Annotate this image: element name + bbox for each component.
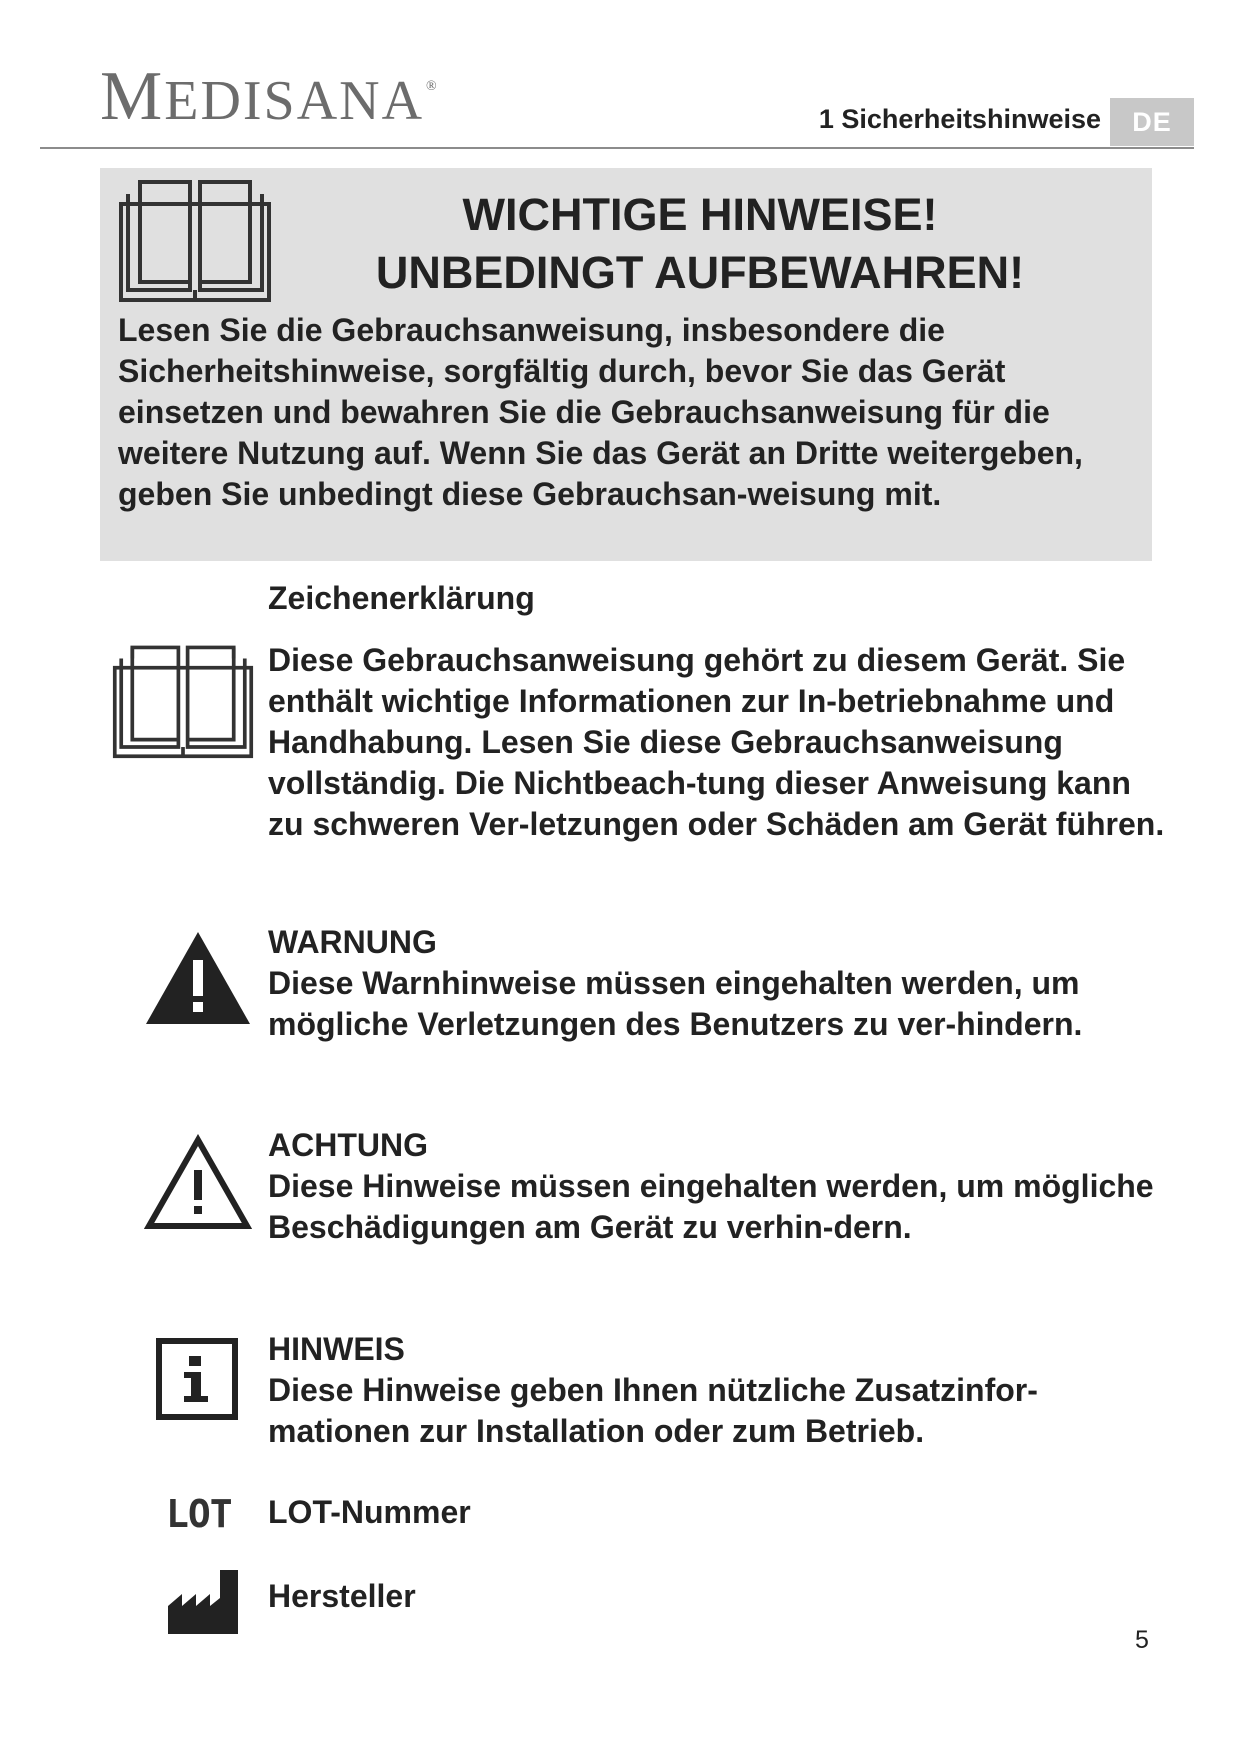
warning-title: WARNUNG — [268, 924, 437, 960]
important-title-line2: UNBEDINGT AUFBEWAHREN! — [375, 247, 1025, 298]
note-title: HINWEIS — [268, 1331, 405, 1367]
language-badge: DE — [1110, 98, 1194, 146]
warning-description: Diese Warnhinweise müssen eingehalten werden, um mögliche Verletzungen des Benutzers zu ver-hindern. — [268, 965, 1083, 1042]
factory-icon — [166, 1568, 240, 1636]
important-title-line1: WICHTIGE HINWEISE! — [462, 189, 938, 240]
info-box-icon — [156, 1338, 238, 1420]
header-divider — [40, 147, 1194, 149]
important-title — [300, 186, 1100, 302]
outline-warning-triangle-icon — [144, 1134, 252, 1230]
manufacturer-description: Hersteller — [268, 1578, 416, 1614]
caution-title: ACHTUNG — [268, 1127, 428, 1163]
page-number: 5 — [1135, 1626, 1149, 1654]
lot-description: LOT-Nummer — [268, 1494, 471, 1530]
note-description: Diese Hinweise geben Ihnen nützliche Zusatzinfor-mationen zur Installation oder zum Betrieb. — [268, 1372, 1038, 1449]
filled-warning-triangle-icon — [144, 930, 252, 1026]
legend-heading: Zeichenerklärung — [268, 580, 535, 616]
open-book-icon — [118, 174, 272, 304]
section-title: 1 Sicherheitshinweise — [818, 104, 1101, 134]
brand-logo: MEDISANA ® — [100, 58, 439, 135]
important-text: Lesen Sie die Gebrauchsanweisung, insbesondere die Sicherheitshinweise, sorgfältig durch, bevor Sie das Gerät einsetzen und bewahren Sie die Gebrauchsanweisung für die weitere Nutzung auf. Wenn Sie das Gerät an Dritte weitergeben, geben Sie unbedingt diese Gebrauchsan-weisung mit. — [118, 312, 1083, 512]
open-book-icon — [112, 640, 254, 760]
lot-symbol: LOT — [166, 1492, 232, 1536]
manual-description: Diese Gebrauchsanweisung gehört zu diesem Gerät. Sie enthält wichtige Informationen zur In-betriebnahme und Handhabung. Lesen Sie diese Gebrauchsanweisung vollständig. Die Nichtbeach-tung dieser Anweisung kann zu schweren Ver-letzungen oder Schäden am Gerät führen. — [268, 642, 1165, 842]
caution-description: Diese Hinweise müssen eingehalten werden, um mögliche Beschädigungen am Gerät zu verhin-dern. — [268, 1168, 1154, 1245]
